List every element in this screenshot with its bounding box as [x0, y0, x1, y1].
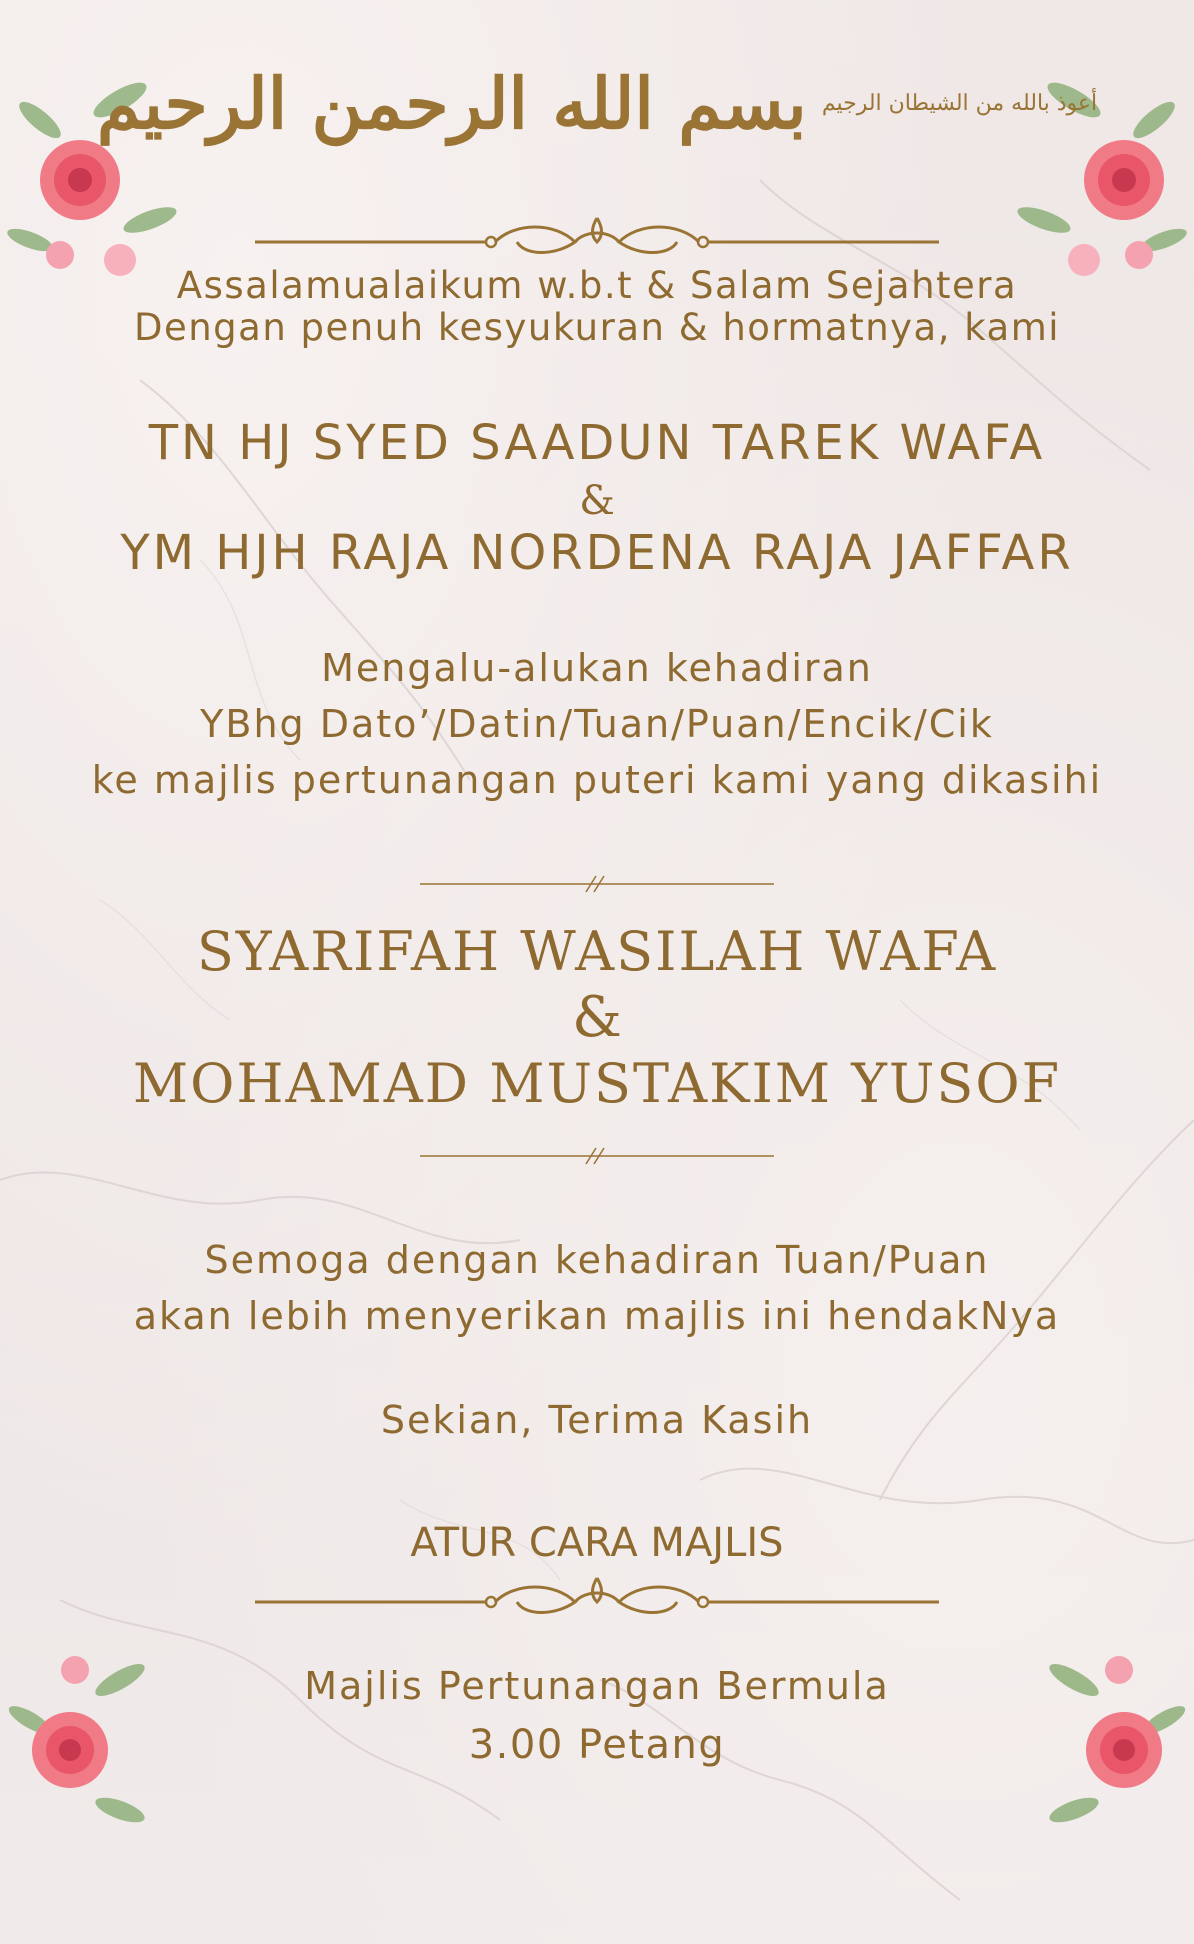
invitation-line-1: Mengalu-alukan kehadiran	[321, 646, 873, 690]
programme-title: ATUR CARA MAJLIS	[410, 1520, 784, 1566]
bride-name: SYARIFAH WASILAH WAFA	[196, 920, 998, 983]
host-mother: YM HJH RAJA NORDENA RAJA JAFFAR	[120, 525, 1074, 581]
divider-line	[420, 1144, 774, 1168]
ornamental-flourish-icon	[255, 212, 939, 268]
basmalah-text: بسم الله الرحمن الرحيم	[96, 62, 807, 145]
calligraphy-header	[0, 62, 1194, 172]
greeting-line-2: Dengan penuh kesyukuran & hormatnya, kami	[133, 306, 1061, 349]
ornamental-flourish-icon	[255, 1572, 939, 1628]
divider-line	[420, 872, 774, 896]
programme-time: 3.00 Petang	[468, 1722, 726, 1768]
closing-line-2: akan lebih menyerikan majlis ini hendakNya	[133, 1294, 1061, 1338]
thanks-text: Sekian, Terima Kasih	[380, 1398, 814, 1442]
greeting	[0, 265, 1194, 349]
closing-line-1: Semoga dengan kehadiran Tuan/Puan	[204, 1238, 990, 1282]
host-ampersand: &	[579, 478, 615, 524]
invitation-line-3: ke majlis pertunangan puteri kami yang dikasihi	[91, 758, 1103, 802]
closing-text	[0, 1232, 1194, 1344]
groom-name: MOHAMAD MUSTAKIM YUSOF	[132, 1052, 1062, 1115]
invitation-line-2: YBhg Dato’/Datin/Tuan/Puan/Encik/Cik	[200, 702, 994, 746]
programme-event: Majlis Pertunangan Bermula	[304, 1664, 890, 1708]
couple-ampersand: &	[572, 985, 622, 1050]
greeting-line-1: Assalamualaikum w.b.t & Salam Sejahtera	[176, 264, 1018, 307]
invitation-text	[0, 640, 1194, 808]
taawudh-text: أعوذ بالله من الشيطان الرجيم	[821, 91, 1098, 116]
host-father: TN HJ SYED SAADUN TAREK WAFA	[148, 415, 1046, 471]
